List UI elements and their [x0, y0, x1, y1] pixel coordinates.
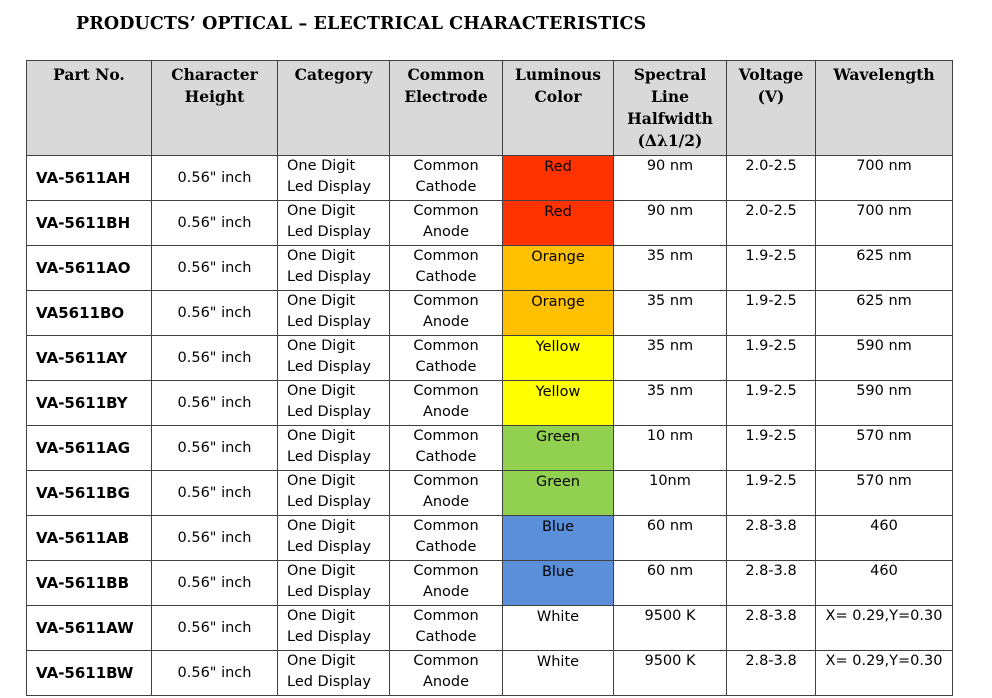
luminous-color-cell: White [503, 651, 614, 696]
cell-line: Led Display [287, 674, 372, 690]
header-voltage [727, 61, 816, 156]
luminous-color-cell: Blue [503, 516, 614, 561]
category-cell [278, 201, 390, 246]
luminous-color-cell: Yellow [503, 381, 614, 426]
voltage-cell: 2.8-3.8 [727, 651, 816, 696]
cell-line: Common [413, 473, 479, 489]
cell-line: Common [413, 383, 479, 399]
part-number-cell: VA-5611AO [27, 246, 152, 291]
cell-line: Led Display [287, 629, 372, 645]
electrode-cell [390, 246, 503, 291]
part-number-cell: VA5611BO [27, 291, 152, 336]
table-row [27, 426, 953, 471]
cell-line: One Digit [287, 203, 356, 219]
luminous-color-cell: Red [503, 156, 614, 201]
cell-line: Common [413, 158, 479, 174]
category-cell [278, 291, 390, 336]
voltage-cell: 2.8-3.8 [727, 516, 816, 561]
wavelength-cell: 590 nm [816, 336, 953, 381]
electrode-cell [390, 156, 503, 201]
characteristics-table [26, 60, 953, 696]
cell-line: Led Display [287, 179, 372, 195]
cell-line: Electrode [404, 87, 488, 106]
table-row [27, 516, 953, 561]
luminous-color-cell: Orange [503, 246, 614, 291]
part-number-cell: VA-5611AW [27, 606, 152, 651]
voltage-cell: 2.8-3.8 [727, 606, 816, 651]
voltage-cell: 1.9-2.5 [727, 246, 816, 291]
header-character-height [152, 61, 278, 156]
electrode-cell [390, 381, 503, 426]
voltage-cell: 1.9-2.5 [727, 291, 816, 336]
cell-line: Color [534, 87, 582, 106]
cell-line: Voltage [738, 65, 804, 84]
luminous-color-cell: Blue [503, 561, 614, 606]
table-body [27, 156, 953, 696]
character-height-cell: 0.56" inch [152, 516, 278, 561]
cell-line: Common [413, 248, 479, 264]
wavelength-cell: 570 nm [816, 471, 953, 516]
character-height-cell: 0.56" inch [152, 561, 278, 606]
character-height-cell: 0.56" inch [152, 291, 278, 336]
category-cell [278, 561, 390, 606]
category-cell [278, 336, 390, 381]
cell-line: (Δλ1/2) [637, 131, 703, 150]
cell-line: Height [184, 87, 245, 106]
cell-line: One Digit [287, 158, 356, 174]
cell-line: Common [413, 293, 479, 309]
category-cell [278, 606, 390, 651]
part-number-cell: VA-5611BG [27, 471, 152, 516]
character-height-cell: 0.56" inch [152, 381, 278, 426]
character-height-cell: 0.56" inch [152, 246, 278, 291]
luminous-color-cell: Green [503, 426, 614, 471]
wavelength-cell: 700 nm [816, 201, 953, 246]
halfwidth-cell: 35 nm [614, 291, 727, 336]
wavelength-cell: 460 [816, 561, 953, 606]
part-number-cell: VA-5611BW [27, 651, 152, 696]
category-cell [278, 381, 390, 426]
cell-line: Led Display [287, 269, 372, 285]
cell-line: Led Display [287, 404, 372, 420]
table-row [27, 201, 953, 246]
part-number-cell: VA-5611BB [27, 561, 152, 606]
voltage-cell: 1.9-2.5 [727, 336, 816, 381]
cell-line: One Digit [287, 383, 356, 399]
wavelength-cell: 625 nm [816, 246, 953, 291]
voltage-cell: 2.0-2.5 [727, 201, 816, 246]
cell-line: Led Display [287, 224, 372, 240]
cell-line: Line [651, 87, 689, 106]
cell-line: Cathode [415, 629, 477, 645]
halfwidth-cell: 35 nm [614, 336, 727, 381]
character-height-cell: 0.56" inch [152, 471, 278, 516]
cell-line: Led Display [287, 359, 372, 375]
character-height-cell: 0.56" inch [152, 201, 278, 246]
cell-line: (V) [757, 87, 785, 106]
cell-line: One Digit [287, 248, 356, 264]
cell-line: Character [171, 65, 258, 84]
cell-line: Led Display [287, 314, 372, 330]
table-row [27, 291, 953, 336]
part-number-cell: VA-5611AH [27, 156, 152, 201]
cell-line: Common [413, 563, 479, 579]
part-number-cell: VA-5611AY [27, 336, 152, 381]
cell-line: Category [294, 65, 373, 84]
halfwidth-cell: 9500 K [614, 606, 727, 651]
luminous-color-cell: White [503, 606, 614, 651]
cell-line: Common [413, 608, 479, 624]
cell-line: Anode [422, 314, 470, 330]
table-row [27, 336, 953, 381]
category-cell [278, 246, 390, 291]
luminous-color-cell: Orange [503, 291, 614, 336]
cell-line: One Digit [287, 428, 356, 444]
cell-line: Anode [422, 584, 470, 600]
luminous-color-cell: Green [503, 471, 614, 516]
electrode-cell [390, 651, 503, 696]
cell-line: One Digit [287, 563, 356, 579]
electrode-cell [390, 201, 503, 246]
wavelength-cell: 570 nm [816, 426, 953, 471]
character-height-cell: 0.56" inch [152, 606, 278, 651]
category-cell [278, 426, 390, 471]
cell-line: One Digit [287, 293, 356, 309]
cell-line: Common [407, 65, 485, 84]
voltage-cell: 1.9-2.5 [727, 471, 816, 516]
cell-line: One Digit [287, 473, 356, 489]
electrode-cell [390, 516, 503, 561]
wavelength-cell: X= 0.29,Y=0.30 [816, 651, 953, 696]
cell-line: Anode [422, 224, 470, 240]
electrode-cell [390, 426, 503, 471]
wavelength-cell: 590 nm [816, 381, 953, 426]
cell-line: Common [413, 518, 479, 534]
header-common-electrode [390, 61, 503, 156]
wavelength-cell: X= 0.29,Y=0.30 [816, 606, 953, 651]
halfwidth-cell: 60 nm [614, 561, 727, 606]
table-row [27, 156, 953, 201]
voltage-cell: 1.9-2.5 [727, 426, 816, 471]
cell-line: One Digit [287, 338, 356, 354]
character-height-cell: 0.56" inch [152, 651, 278, 696]
electrode-cell [390, 606, 503, 651]
cell-line: Common [413, 203, 479, 219]
cell-line: Cathode [415, 539, 477, 555]
table-row [27, 246, 953, 291]
cell-line: Cathode [415, 269, 477, 285]
cell-line: One Digit [287, 518, 356, 534]
luminous-color-cell: Yellow [503, 336, 614, 381]
category-cell [278, 471, 390, 516]
cell-line: One Digit [287, 608, 356, 624]
cell-line: Led Display [287, 449, 372, 465]
category-cell [278, 651, 390, 696]
cell-line: Common [413, 428, 479, 444]
cell-line: Anode [422, 674, 470, 690]
cell-line: Led Display [287, 584, 372, 600]
wavelength-cell: 460 [816, 516, 953, 561]
character-height-cell: 0.56" inch [152, 336, 278, 381]
halfwidth-cell: 10 nm [614, 426, 727, 471]
cell-line: Cathode [415, 179, 477, 195]
table-row [27, 561, 953, 606]
character-height-cell: 0.56" inch [152, 156, 278, 201]
cell-line: Cathode [415, 449, 477, 465]
character-height-cell: 0.56" inch [152, 426, 278, 471]
electrode-cell [390, 561, 503, 606]
header-spectral-halfwidth [614, 61, 727, 156]
halfwidth-cell: 10nm [614, 471, 727, 516]
halfwidth-cell: 9500 K [614, 651, 727, 696]
cell-line: Led Display [287, 494, 372, 510]
table-row [27, 381, 953, 426]
cell-line: Led Display [287, 539, 372, 555]
electrode-cell [390, 291, 503, 336]
voltage-cell: 2.0-2.5 [727, 156, 816, 201]
table-row [27, 471, 953, 516]
wavelength-cell: 625 nm [816, 291, 953, 336]
header-wavelength [816, 61, 953, 156]
voltage-cell: 1.9-2.5 [727, 381, 816, 426]
halfwidth-cell: 90 nm [614, 156, 727, 201]
halfwidth-cell: 35 nm [614, 381, 727, 426]
electrode-cell [390, 471, 503, 516]
header-luminous-color [503, 61, 614, 156]
cell-line: Halfwidth [627, 109, 713, 128]
header-part-no [27, 61, 152, 156]
cell-line: Cathode [415, 359, 477, 375]
cell-line: Part No. [53, 65, 125, 84]
cell-line: Common [413, 338, 479, 354]
table-row [27, 606, 953, 651]
category-cell [278, 156, 390, 201]
part-number-cell: VA-5611AB [27, 516, 152, 561]
header-row [27, 61, 953, 156]
cell-line: Anode [422, 404, 470, 420]
halfwidth-cell: 35 nm [614, 246, 727, 291]
wavelength-cell: 700 nm [816, 156, 953, 201]
halfwidth-cell: 90 nm [614, 201, 727, 246]
cell-line: Wavelength [833, 65, 935, 84]
part-number-cell: VA-5611BH [27, 201, 152, 246]
cell-line: Luminous [514, 65, 602, 84]
part-number-cell: VA-5611BY [27, 381, 152, 426]
cell-line: Anode [422, 494, 470, 510]
page-title: PRODUCTS’ OPTICAL – ELECTRICAL CHARACTERISTICS [76, 14, 647, 34]
cell-line: Spectral [633, 65, 707, 84]
header-category [278, 61, 390, 156]
halfwidth-cell: 60 nm [614, 516, 727, 561]
luminous-color-cell: Red [503, 201, 614, 246]
voltage-cell: 2.8-3.8 [727, 561, 816, 606]
cell-line: Common [413, 653, 479, 669]
cell-line: One Digit [287, 653, 356, 669]
part-number-cell: VA-5611AG [27, 426, 152, 471]
category-cell [278, 516, 390, 561]
electrode-cell [390, 336, 503, 381]
table-row [27, 651, 953, 696]
